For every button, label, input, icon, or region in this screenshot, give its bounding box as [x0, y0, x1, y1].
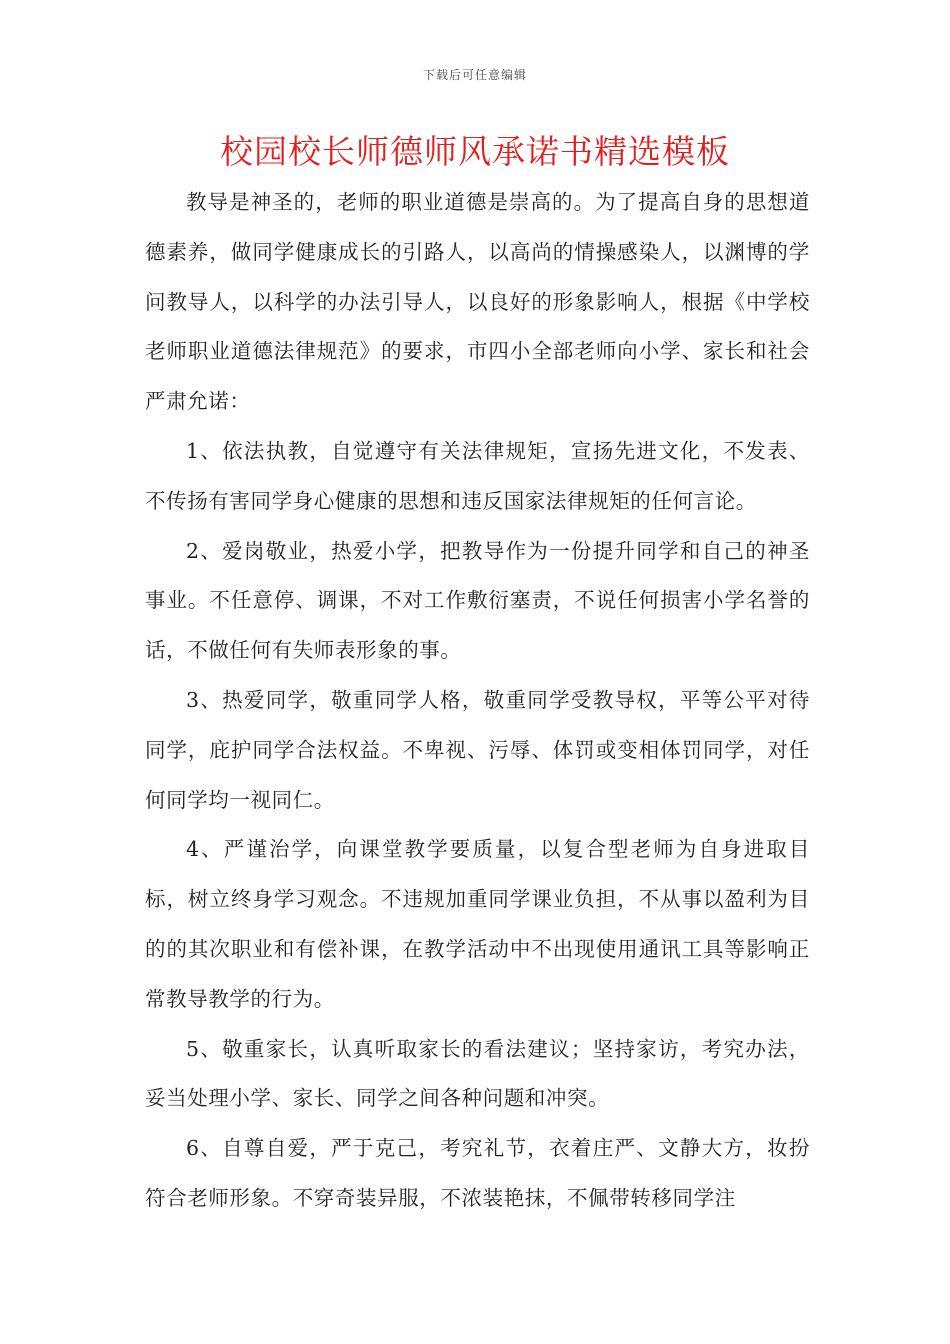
paragraph-item-5: 5、敬重家长，认真听取家长的看法建议；坚持家访，考究办法，妥当处理小学、家长、同学之间各种问题和冲突。: [145, 1036, 810, 1111]
paragraph-item-6: 6、自尊自爱，严于克己，考究礼节，衣着庄严、文静大方，妆扮符合老师形象。不穿奇装异服，不浓装艳抹，不佩带转移同学注: [145, 1136, 810, 1210]
paragraph-item-1: 1、依法执教，自觉遵守有关法律规矩，宣扬先进文化，不发表、不传扬有害同学身心健康的思想和违反国家法律规矩的任何言论。: [145, 438, 810, 513]
header-note: 下载后可任意编辑: [422, 68, 527, 82]
paragraph-item-4: 4、严谨治学，向课堂教学要质量，以复合型老师为自身进取目标，树立终身学习观念。不违规加重同学课业负担，不从事以盈利为目的的其次职业和有偿补课，在教学活动中不出现使用通讯工具等影响正常教导教学的行为。: [145, 837, 810, 1011]
document-title: 校园校长师德师风承诺书精选模板: [220, 132, 730, 171]
paragraph-intro: 教导是神圣的，老师的职业道德是崇高的。为了提高自身的思想道德素养，做同学健康成长的引路人，以高尚的情操感染人，以渊博的学问教导人，以科学的办法引导人，以良好的形象影响人，根据《中学校老师职业道德法律规范》的要求，市四小全部老师向小学、家长和社会严肃允诺：: [145, 190, 810, 414]
document-body: [145, 178, 810, 1224]
paragraph-item-3: 3、热爱同学，敬重同学人格，敬重同学受教导权，平等公平对待同学，庇护同学合法权益。不卑视、污辱、体罚或变相体罚同学，对任何同学均一视同仁。: [145, 687, 810, 812]
paragraph-item-2: 2、爱岗敬业，热爱小学，把教导作为一份提升同学和自己的神圣事业。不任意停、调课，不对工作敷衍塞责，不说任何损害小学名誉的话，不做任何有失师表形象的事。: [145, 538, 810, 663]
